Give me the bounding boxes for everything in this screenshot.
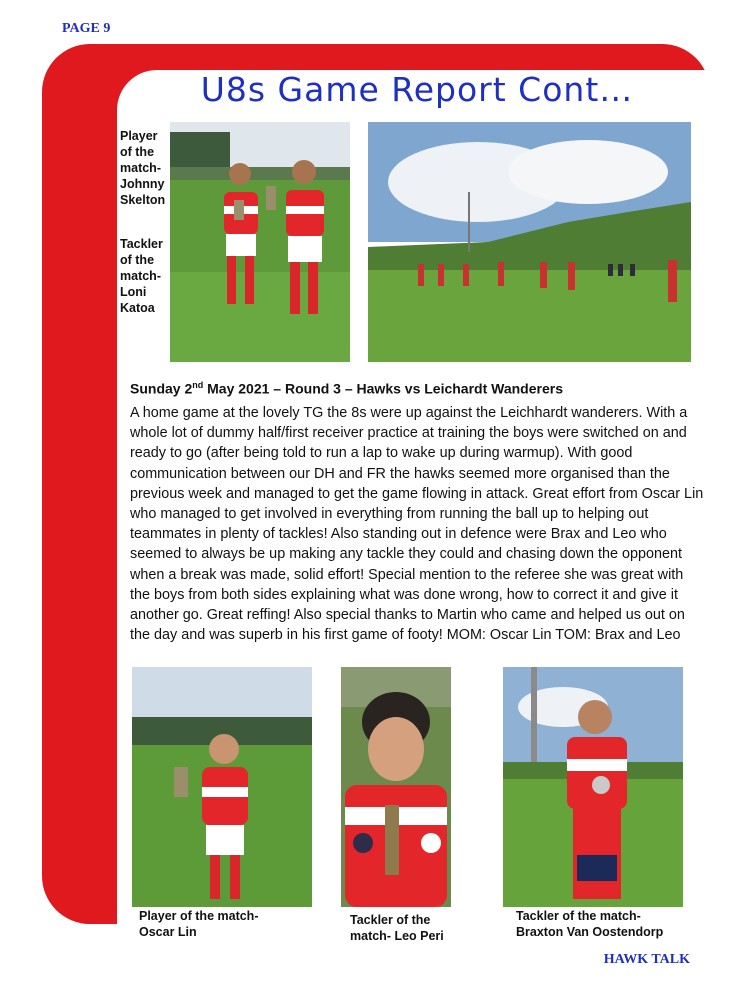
caption-player-of-match-top <box>120 128 165 208</box>
caption-line: Loni <box>120 285 147 299</box>
caption-line: Tackler of the <box>350 913 431 927</box>
heading-prefix: Sunday 2 <box>130 380 193 397</box>
caption-line: Player <box>120 129 158 143</box>
caption-line: Braxton Van Oostendorp <box>516 925 664 939</box>
caption-line: Johnny <box>120 177 165 191</box>
heading-superscript: nd <box>192 380 204 390</box>
caption-line: match- <box>120 269 161 283</box>
caption-line: Player of the match- <box>139 909 259 923</box>
photo-two-players-trophies <box>170 122 350 362</box>
caption-line: Oscar Lin <box>139 925 197 939</box>
page-number: PAGE 9 <box>62 21 111 36</box>
footer-hawk-talk: HAWK TALK <box>603 952 690 967</box>
caption-line: Tackler <box>120 237 163 251</box>
caption-tackler-of-match-top <box>120 236 163 316</box>
caption-line: match- Leo Peri <box>350 929 444 943</box>
photo-field-lineup <box>368 122 691 362</box>
page-title: U8s Game Report Cont… <box>200 70 634 109</box>
caption-oscar-lin <box>139 908 258 940</box>
caption-line: match- <box>120 161 161 175</box>
heading-suffix: May 2021 – Round 3 – Hawks vs Leichardt Wanderers <box>203 380 563 397</box>
caption-line: Katoa <box>120 301 155 315</box>
caption-line: of the <box>120 253 155 267</box>
caption-line: Skelton <box>120 193 166 207</box>
caption-leo-peri <box>350 912 444 944</box>
caption-braxton <box>516 908 663 940</box>
photo-oscar-lin <box>132 667 312 907</box>
report-heading <box>130 380 563 397</box>
caption-line: Tackler of the match- <box>516 909 641 923</box>
photo-leo-peri <box>341 667 451 907</box>
report-body: A home game at the lovely TG the 8s were up against the Leichhardt wanderers. With a whole lot of dummy half/first receiver practice at training the boys were switched on and ready to go (after being told to run a lap to wake up during warmup). With good communication between our DH and FR the hawks seemed more organised than the previous week and managed to get the game flowing in attack. Great effort from Oscar Lin who managed to get involved in everything from running the ball up to helping out teammates in plenty of tackles! Also standing out in defence were Brax and Leo who seemed to always be up making any tackle they could and chasing down the opponent when a break was made, solid effort! Special mention to the referee she was great with the boys from both sides explaining what was done wrong, how to correct it and give it another go. Great reffing! Also special thanks to Martin who came and helped us out on the day and was superb in his first game of footy! MOM: Oscar Lin TOM: Brax and Leo <box>130 405 704 644</box>
photo-braxton <box>503 667 683 907</box>
caption-line: of the <box>120 145 155 159</box>
